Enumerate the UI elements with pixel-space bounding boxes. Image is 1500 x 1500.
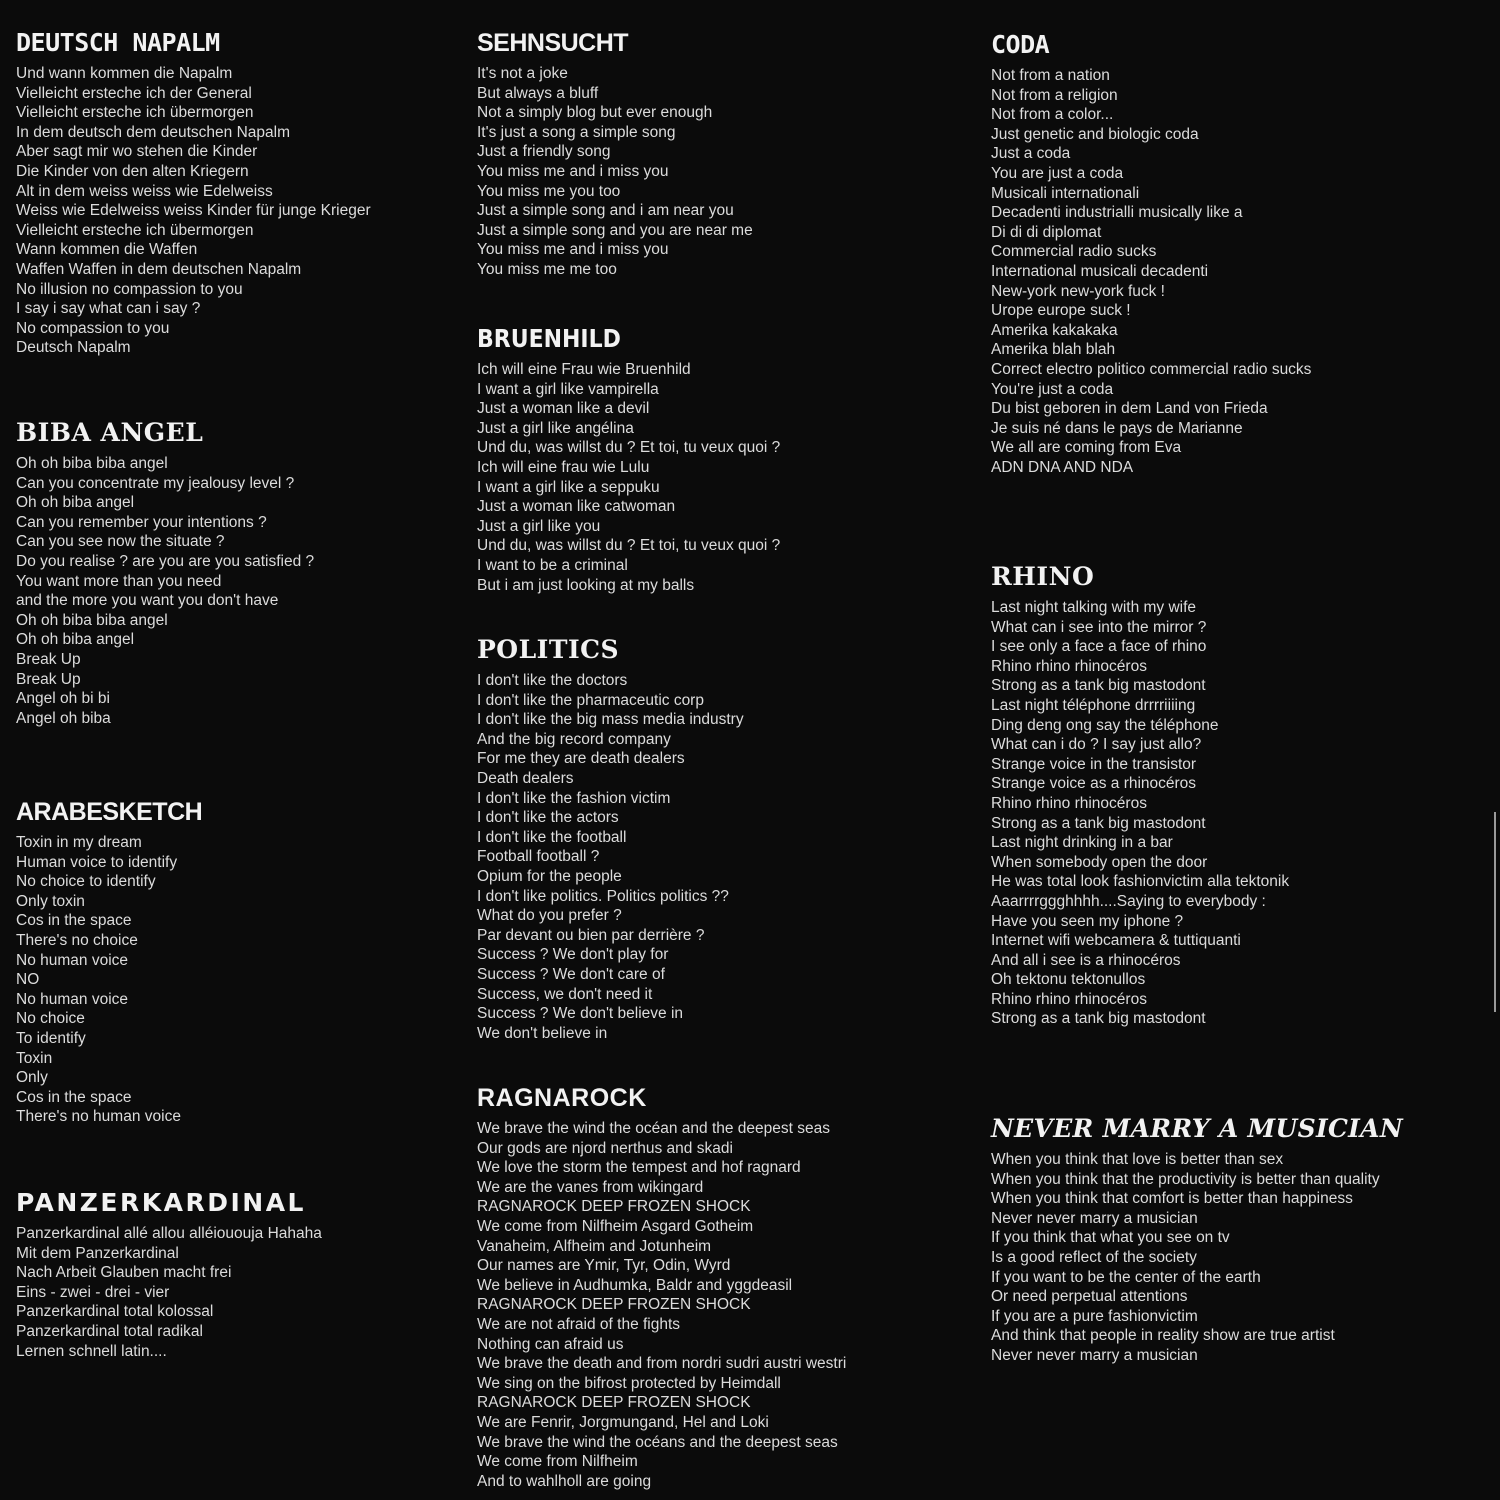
lyric-line: Amerika blah blah <box>991 341 1116 359</box>
lyric-line: Aber sagt mir wo stehen die Kinder <box>16 143 258 161</box>
lyric-line: Have you seen my iphone ? <box>991 912 1184 930</box>
lyric-line: Oh oh biba angel <box>16 631 135 649</box>
lyric-line: Commercial radio sucks <box>991 243 1157 261</box>
lyric-line: I don't like the doctors <box>477 672 628 689</box>
lyric-line: If you want to be the center of the earth <box>991 1268 1261 1286</box>
lyric-line: Success ? We don't play for <box>477 946 669 964</box>
lyric-line: We are Fenrir, Jorgmungand, Hel and Loki <box>477 1413 769 1431</box>
lyric-line: International musicali decadenti <box>991 262 1209 280</box>
lyric-line: No compassion to you <box>16 319 170 337</box>
lyric-line: Just a simple song and i am near you <box>477 202 734 220</box>
song-panzerkardinal <box>16 1188 322 1361</box>
lyrics <box>477 1119 846 1491</box>
lyric-line: Nach Arbeit Glauben macht frei <box>16 1264 232 1282</box>
song-title: BRUENHILD <box>477 324 621 353</box>
lyric-line: Just genetic and biologic coda <box>991 125 1199 143</box>
lyric-line: Human voice to identify <box>16 853 178 871</box>
lyric-line: Never never marry a musician <box>991 1346 1198 1364</box>
lyric-line: I say i say what can i say ? <box>16 300 201 318</box>
lyric-line: And all i see is a rhinocéros <box>991 951 1181 969</box>
song-title: CODA <box>991 30 1050 59</box>
lyric-line: Ich will eine Frau wie Bruenhild <box>477 361 691 378</box>
lyric-line: Can you remember your intentions ? <box>16 513 267 531</box>
lyric-line: You miss me and i miss you <box>477 241 669 259</box>
lyric-line: Cos in the space <box>16 912 132 930</box>
lyric-line: We believe in Audhumka, Baldr and yggdeasil <box>477 1276 793 1294</box>
lyric-line: Oh oh biba angel <box>16 494 135 512</box>
lyric-line: Success, we don't need it <box>477 985 653 1003</box>
lyric-line: Death dealers <box>477 769 574 787</box>
lyric-line: Only <box>16 1069 48 1087</box>
lyric-line: Oh tektonu tektonullos <box>991 971 1146 989</box>
lyric-line: We come from Nilfheim <box>477 1453 638 1471</box>
lyric-line: Panzerkardinal total kolossal <box>16 1303 214 1321</box>
lyric-line: You miss me you too <box>477 182 621 200</box>
lyric-line: Is a good reflect of the society <box>991 1248 1197 1266</box>
lyric-line: Not from a color... <box>991 106 1114 124</box>
lyric-line: Vielleicht ersteche ich der General <box>16 84 252 102</box>
lyric-line: Our names are Ymir, Tyr, Odin, Wyrd <box>477 1257 731 1275</box>
lyric-line: You miss me and i miss you <box>477 162 669 180</box>
lyric-line: Can you see now the situate ? <box>16 533 225 551</box>
lyric-line: No human voice <box>16 990 129 1008</box>
lyric-line: I don't like the big mass media industry <box>477 711 744 729</box>
lyric-line: And think that people in reality show are true artist <box>991 1327 1335 1345</box>
lyric-line: Just a girl like angélina <box>477 419 634 437</box>
lyric-line: It's not a joke <box>477 65 568 82</box>
lyric-line: RAGNAROCK DEEP FROZEN SHOCK <box>477 1296 751 1314</box>
lyric-line: In dem deutsch dem deutschen Napalm <box>16 123 290 141</box>
lyric-line: Opium for the people <box>477 867 622 885</box>
lyric-line: Just a coda <box>991 145 1071 163</box>
lyric-line: I don't like the actors <box>477 809 619 827</box>
lyric-line: Decadenti industrialli musically like a <box>991 204 1243 222</box>
lyric-line: When somebody open the door <box>991 853 1208 871</box>
lyric-line: When you think that the productivity is better than quality <box>991 1170 1380 1188</box>
lyric-line: Cos in the space <box>16 1088 132 1106</box>
lyric-line: For me they are death dealers <box>477 750 685 768</box>
lyrics <box>991 598 1289 1029</box>
lyric-line: And the big record company <box>477 730 671 748</box>
lyric-line: Strong as a tank big mastodont <box>991 814 1206 832</box>
lyric-line: Wann kommen die Waffen <box>16 241 198 259</box>
lyric-line: Not from a religion <box>991 86 1118 104</box>
lyric-line: Vielleicht ersteche ich übermorgen <box>16 104 254 122</box>
lyric-line: If you think that what you see on tv <box>991 1229 1230 1247</box>
lyric-line: We brave the wind the océan and the deepest seas <box>477 1120 831 1137</box>
lyric-line: Und du, was willst du ? Et toi, tu veux quoi ? <box>477 439 781 457</box>
song-title: RHINO <box>991 562 1095 591</box>
lyric-line: Only toxin <box>16 892 85 910</box>
lyrics <box>477 671 744 1043</box>
lyric-line: Di di di diplomat <box>991 223 1102 241</box>
song-title: ARABESKETCH <box>16 798 203 826</box>
lyric-line: No illusion no compassion to you <box>16 280 243 298</box>
song-title: POLITICS <box>477 635 620 664</box>
song-arabesketch <box>16 797 202 1127</box>
lyric-line: NO <box>16 971 40 989</box>
lyrics <box>16 1224 322 1361</box>
lyrics <box>991 66 1311 477</box>
lyric-line: No human voice <box>16 951 129 969</box>
lyric-line: I want a girl like vampirella <box>477 380 659 398</box>
lyric-line: Our gods are njord nerthus and skadi <box>477 1139 733 1157</box>
lyric-line: What do you prefer ? <box>477 907 622 925</box>
lyric-line: You're just a coda <box>991 380 1114 398</box>
page-edge-divider <box>1494 812 1496 1012</box>
lyric-line: Mit dem Panzerkardinal <box>16 1244 179 1262</box>
lyric-line: You are just a coda <box>991 164 1124 182</box>
lyric-line: Or need perpetual attentions <box>991 1288 1188 1306</box>
lyric-line: Just a woman like a devil <box>477 400 650 418</box>
lyric-line: Not from a nation <box>991 67 1110 84</box>
lyric-line: I want to be a criminal <box>477 556 628 574</box>
lyric-line: Deutsch Napalm <box>16 339 131 357</box>
lyric-line: We don't believe in <box>477 1024 608 1042</box>
lyric-line: And to wahlholl are going <box>477 1472 652 1490</box>
lyric-line: Par devant ou bien par derrière ? <box>477 926 705 944</box>
lyric-line: Urope europe suck ! <box>991 302 1131 320</box>
lyric-line: Vanaheim, Alfheim and Jotunheim <box>477 1237 712 1255</box>
lyric-line: We brave the wind the océans and the deepest seas <box>477 1433 838 1451</box>
lyric-line: Musicali internationali <box>991 184 1140 202</box>
song-title: BIBA ANGEL <box>16 418 204 447</box>
song-coda <box>991 30 1311 477</box>
lyric-line: We brave the death and from nordri sudri austri westri <box>477 1355 847 1373</box>
lyric-line: Die Kinder von den alten Kriegern <box>16 162 249 180</box>
song-never-marry-a-musician <box>991 1114 1403 1366</box>
lyric-line: Aaarrrrggghhhh....Saying to everybody : <box>991 892 1266 910</box>
lyric-line: Strange voice in the transistor <box>991 755 1197 773</box>
lyric-line: Alt in dem weiss weiss wie Edelweiss <box>16 182 273 200</box>
lyric-line: There's no choice <box>16 931 138 949</box>
song-biba-angel <box>16 418 314 728</box>
lyric-line: To identify <box>16 1029 86 1047</box>
lyric-line: Just a friendly song <box>477 143 611 161</box>
song-title: PANZERKARDINAL <box>16 1188 306 1217</box>
lyric-line: Amerika kakakaka <box>991 321 1118 339</box>
lyric-line: Toxin in my dream <box>16 834 142 851</box>
lyric-line: We love the storm the tempest and hof ragnard <box>477 1159 801 1177</box>
lyric-line: Rhino rhino rhinocéros <box>991 990 1147 1008</box>
lyric-line: Waffen Waffen in dem deutschen Napalm <box>16 260 302 278</box>
song-sehnsucht <box>477 28 753 280</box>
lyric-line: But always a bluff <box>477 84 599 102</box>
lyrics <box>991 1150 1403 1366</box>
lyrics <box>16 64 371 358</box>
lyric-line: Do you realise ? are you are you satisfied ? <box>16 552 315 570</box>
lyric-line: Football football ? <box>477 848 600 866</box>
lyric-line: He was total look fashionvictim alla tektonik <box>991 873 1290 891</box>
lyric-line: Last night talking with my wife <box>991 599 1197 616</box>
lyric-line: Nothing can afraid us <box>477 1335 624 1353</box>
lyric-line: If you are a pure fashionvictim <box>991 1307 1198 1325</box>
lyric-line: Break Up <box>16 670 81 688</box>
lyric-line: Lernen schnell latin.... <box>16 1342 167 1360</box>
lyric-line: Never never marry a musician <box>991 1209 1198 1227</box>
lyric-line: Je suis né dans le pays de Marianne <box>991 419 1243 437</box>
lyric-line: Und wann kommen die Napalm <box>16 65 233 82</box>
lyric-line: I don't like politics. Politics politics ?? <box>477 887 729 905</box>
lyric-line: Correct electro politico commercial radio sucks <box>991 360 1312 378</box>
song-rhino <box>991 562 1289 1029</box>
lyric-line: Just a girl like you <box>477 517 601 535</box>
lyric-line: Strange voice as a rhinocéros <box>991 775 1197 793</box>
lyric-line: Und du, was willst du ? Et toi, tu veux quoi ? <box>477 537 781 555</box>
lyric-line: You miss me me too <box>477 260 617 278</box>
song-title: NEVER MARRY A MUSICIAN <box>991 1114 1404 1143</box>
lyric-line: Vielleicht ersteche ich übermorgen <box>16 221 254 239</box>
lyric-line: Break Up <box>16 650 81 668</box>
lyric-line: Can you concentrate my jealousy level ? <box>16 474 295 492</box>
lyric-line: Last night téléphone drrrriiiing <box>991 696 1196 714</box>
lyric-line: I don't like the pharmaceutic corp <box>477 691 704 709</box>
lyric-line: I don't like the football <box>477 828 627 846</box>
lyric-line: There's no human voice <box>16 1108 181 1126</box>
lyric-line: ADN DNA AND NDA <box>991 458 1134 476</box>
lyric-line: Ich will eine frau wie Lulu <box>477 458 650 476</box>
lyric-line: Success ? We don't care of <box>477 965 665 983</box>
song-bruenhild <box>477 324 780 595</box>
lyric-line: We come from Nilfheim Asgard Gotheim <box>477 1217 754 1235</box>
lyric-line: Just a simple song and you are near me <box>477 221 753 239</box>
song-politics <box>477 635 744 1043</box>
lyric-line: and the more you want you don't have <box>16 592 279 610</box>
lyrics <box>16 454 314 728</box>
lyric-line: Internet wifi webcamera & tuttiquanti <box>991 932 1241 950</box>
lyric-line: RAGNAROCK DEEP FROZEN SHOCK <box>477 1198 751 1216</box>
lyric-line: Panzerkardinal total radikal <box>16 1322 203 1340</box>
lyric-line: We sing on the bifrost protected by Heimdall <box>477 1374 781 1392</box>
lyric-line: Last night drinking in a bar <box>991 834 1173 852</box>
lyric-line: Toxin <box>16 1049 53 1067</box>
lyrics <box>477 360 780 595</box>
lyric-line: When you think that comfort is better than happiness <box>991 1190 1353 1208</box>
lyrics <box>16 833 202 1127</box>
lyric-line: Angel oh biba <box>16 709 111 727</box>
lyric-line: Ding deng ong say the téléphone <box>991 716 1219 734</box>
lyric-line: We are the vanes from wikingard <box>477 1178 704 1196</box>
lyric-line: Angel oh bi bi <box>16 690 110 708</box>
song-title: RAGNAROCK <box>477 1084 647 1112</box>
lyrics <box>477 64 753 280</box>
lyric-line: Strong as a tank big mastodont <box>991 1010 1206 1028</box>
song-deutsch-napalm <box>16 28 371 358</box>
lyric-line: I see only a face a face of rhino <box>991 638 1207 656</box>
lyric-line: I want a girl like a seppuku <box>477 478 660 496</box>
lyric-line: Success ? We don't believe in <box>477 1005 684 1023</box>
song-title: DEUTSCH NAPALM <box>16 28 220 57</box>
lyric-line: Oh oh biba biba angel <box>16 611 168 629</box>
lyric-line: It's just a song a simple song <box>477 123 676 141</box>
lyric-line: No choice <box>16 1010 85 1028</box>
lyric-line: We all are coming from Eva <box>991 439 1182 457</box>
lyric-line: No choice to identify <box>16 873 156 891</box>
song-ragnarock <box>477 1083 846 1491</box>
lyric-line: Strong as a tank big mastodont <box>991 677 1206 695</box>
lyric-line: Just a woman like catwoman <box>477 498 676 516</box>
lyric-line: Rhino rhino rhinocéros <box>991 657 1147 675</box>
lyric-line: New-york new-york fuck ! <box>991 282 1165 300</box>
lyric-line: Weiss wie Edelweiss weiss Kinder für junge Krieger <box>16 202 371 220</box>
lyric-line: But i am just looking at my balls <box>477 576 695 594</box>
lyric-line: We are not afraid of the fights <box>477 1315 681 1333</box>
lyric-line: Eins - zwei - drei - vier <box>16 1283 170 1301</box>
lyric-line: RAGNAROCK DEEP FROZEN SHOCK <box>477 1394 751 1412</box>
lyric-line: What can i do ? I say just allo? <box>991 736 1202 754</box>
lyric-line: Rhino rhino rhinocéros <box>991 794 1147 812</box>
song-title: SEHNSUCHT <box>477 29 629 57</box>
lyric-line: Oh oh biba biba angel <box>16 455 168 472</box>
lyric-line: Panzerkardinal allé allou alléiououja Hahaha <box>16 1225 322 1242</box>
lyric-line: What can i see into the mirror ? <box>991 618 1207 636</box>
lyric-line: You want more than you need <box>16 572 222 590</box>
lyric-line: Not a simply blog but ever enough <box>477 104 713 122</box>
lyric-line: Du bist geboren in dem Land von Frieda <box>991 400 1268 418</box>
lyric-line: I don't like the fashion victim <box>477 789 671 807</box>
lyric-line: When you think that love is better than sex <box>991 1151 1284 1168</box>
